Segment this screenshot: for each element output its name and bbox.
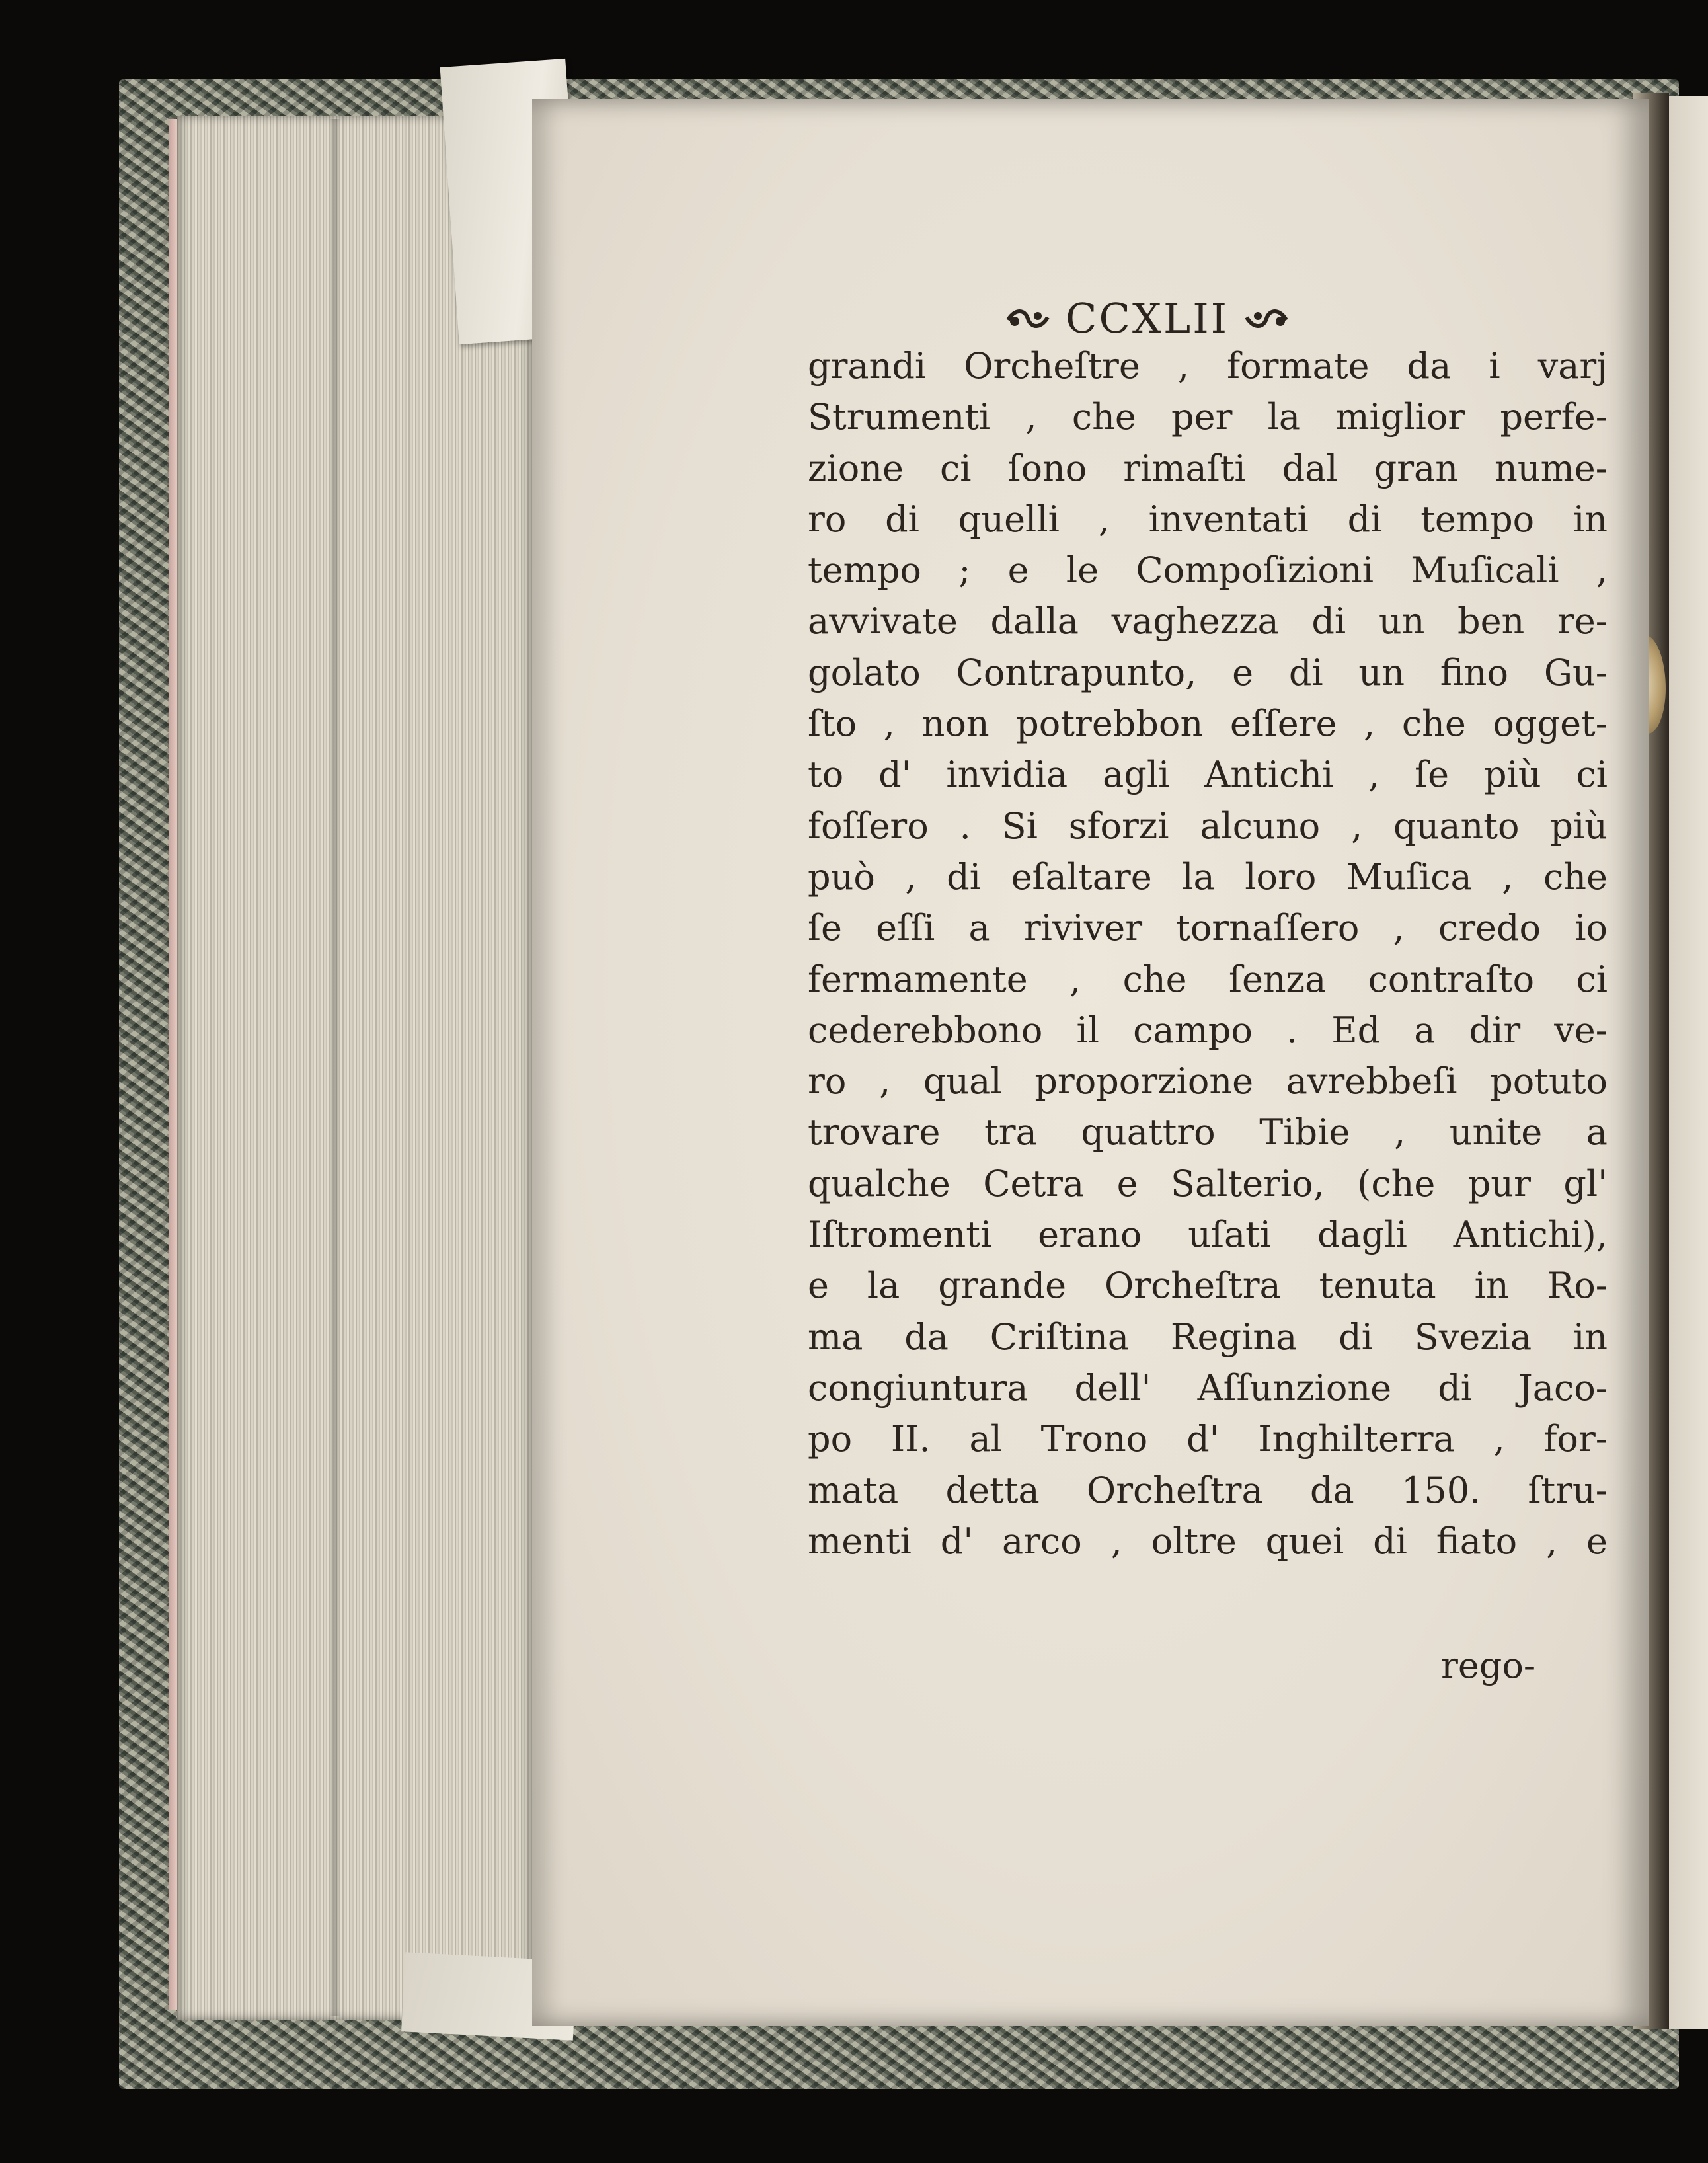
text-line: tempo ; e le Compoſizioni Muſicali ,	[808, 549, 1608, 592]
text-line: to d' invidia agli Antichi , ſe più ci	[808, 754, 1608, 796]
text-line: trovare tra quattro Tibie , unite a	[808, 1111, 1608, 1154]
text-line: Strumenti , che per la miglior perfe-	[808, 396, 1608, 438]
text-line: fermamente , che ſenza contraſto ci	[808, 958, 1608, 1000]
text-line: congiuntura dell' Aſſunzione di Jaco-	[808, 1366, 1608, 1409]
facing-page-edge	[1664, 96, 1708, 2029]
text-line: Iſtromenti erano uſati dagli Antichi),	[808, 1214, 1608, 1256]
text-line: avvivate dalla vaghezza di un ben re-	[808, 600, 1608, 643]
page-number: CCXLII	[1066, 294, 1229, 342]
text-line: ro , qual proporzione avrebbeſi potuto	[808, 1060, 1608, 1103]
text-line: zione ci ſono rimaſti dal gran nume-	[808, 447, 1608, 489]
text-line: grandi Orcheſtre , formate da i varj	[808, 345, 1608, 387]
text-line: cederebbono il campo . Ed a dir ve-	[808, 1009, 1608, 1051]
text-line: qualche Cetra e Salterio, (che pur gl'	[808, 1162, 1608, 1204]
text-line: foſſero . Si sforzi alcuno , quanto più	[808, 805, 1608, 847]
text-line: ro di quelli , inventati di tempo in	[808, 498, 1608, 540]
fleuron-left-icon	[1005, 305, 1051, 332]
text-line: menti d' arco , oltre quei di fiato , e	[808, 1520, 1608, 1562]
catchword: rego-	[1441, 1645, 1536, 1686]
text-line: golato Contrapunto, e di un fino Gu-	[808, 651, 1608, 693]
page-header	[1005, 294, 1467, 342]
text-line: mata detta Orcheſtra da 150. ſtru-	[808, 1469, 1608, 1511]
fleuron-right-icon	[1243, 305, 1290, 332]
text-line: può , di eſaltare la loro Muſica , che	[808, 855, 1608, 898]
text-line: e la grande Orcheſtra tenuta in Ro-	[808, 1265, 1608, 1307]
page-block-divider	[330, 119, 340, 2016]
page-block-edge	[177, 116, 534, 2020]
text-line: ma da Criſtina Regina di Svezia in	[808, 1316, 1608, 1358]
text-line: po II. al Trono d' Inghilterra , for-	[808, 1418, 1608, 1460]
text-line: ſto , non potrebbon eſſere , che ogget-	[808, 703, 1608, 745]
body-text	[808, 340, 1608, 1567]
text-line: ſe eſſi a riviver tornaſſero , credo io	[808, 907, 1608, 949]
